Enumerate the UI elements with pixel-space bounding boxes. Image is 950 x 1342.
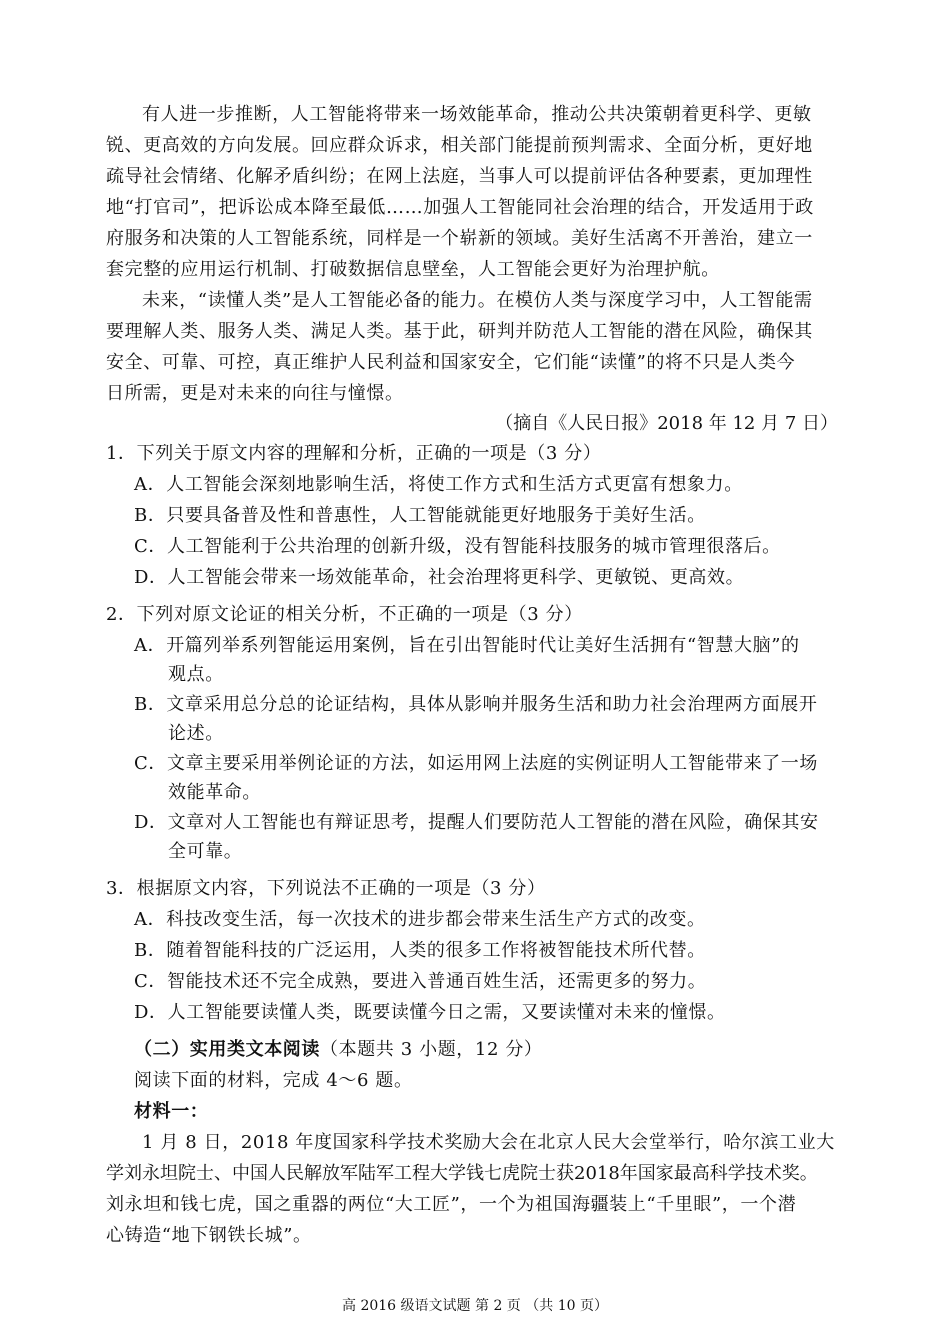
section-title-main: （二）实用类文本阅读 <box>134 1039 320 1060</box>
question-1-option-b: B．只要具备普及性和普惠性，人工智能就能更好地服务于美好生活。 <box>134 505 706 526</box>
question-1-option-a: A．人工智能会深刻地影响生活，将使工作方式和生活方式更富有想象力。 <box>134 474 743 495</box>
material-line: 刘永坦和钱七虎，国之重器的两位“大工匠”，一个为祖国海疆装上“千里眼”，一个潜 <box>106 1194 797 1215</box>
question-2-option-a: A．开篇列举系列智能运用案例，旨在引出智能时代让美好生活拥有“智慧大脑”的 <box>134 635 800 656</box>
question-1-option-c: C．人工智能利于公共治理的创新升级，没有智能科技服务的城市管理很落后。 <box>134 536 781 557</box>
question-2-option-d: D．文章对人工智能也有辩证思考，提醒人们要防范人工智能的潜在风险，确保其安 <box>134 812 819 833</box>
question-2-option-c-cont: 效能革命。 <box>168 782 261 803</box>
section-title-detail: （本题共 3 小题，12 分） <box>320 1039 543 1060</box>
material-line: 1 月 8 日，2018 年度国家科学技术奖励大会在北京人民大会堂举行，哈尔滨工业大 <box>142 1132 835 1153</box>
passage-line: 套完整的应用运行机制、打破数据信息壁垒，人工智能会更好为治理护航。 <box>106 259 720 280</box>
passage-source: （摘自《人民日报》2018 年 12 月 7 日） <box>495 413 838 434</box>
section-title <box>134 1035 874 1065</box>
question-2-option-d-cont: 全可靠。 <box>168 841 243 862</box>
passage-line: 锐、更高效的方向发展。回应群众诉求，相关部门能提前预判需求、全面分析，更好地 <box>106 135 813 156</box>
passage-line: 要理解人类、服务人类、满足人类。基于此，研判并防范人工智能的潜在风险，确保其 <box>106 321 813 342</box>
question-2-option-a-cont: 观点。 <box>168 664 224 685</box>
question-2-option-b-cont: 论述。 <box>168 723 224 744</box>
passage-line: 安全、可靠、可控，真正维护人民利益和国家安全，它们能“读懂”的将不只是人类今 <box>106 352 796 373</box>
material-label: 材料一： <box>134 1101 209 1122</box>
question-1-option-d: D．人工智能会带来一场效能革命，社会治理将更科学、更敏锐、更高效。 <box>134 567 745 588</box>
material-line: 学刘永坦院士、中国人民解放军陆军工程大学钱七虎院士获2018年国家最高科学技术奖。 <box>106 1163 818 1184</box>
question-3-option-d: D．人工智能要读懂人类，既要读懂今日之需，又要读懂对未来的憧憬。 <box>134 1002 726 1023</box>
question-2-title: 2．下列对原文论证的相关分析，不正确的一项是（3 分） <box>106 604 583 625</box>
passage-line: 有人进一步推断，人工智能将带来一场效能革命，推动公共决策朝着更科学、更敏 <box>142 104 812 125</box>
question-3-option-a: A．科技改变生活，每一次技术的进步都会带来生活生产方式的改变。 <box>134 909 706 930</box>
question-2-option-c: C．文章主要采用举例论证的方法，如运用网上法庭的实例证明人工智能带来了一场 <box>134 753 818 774</box>
page-footer: 高 2016 级语文试题 第 2 页 （共 10 页） <box>342 1298 608 1314</box>
passage-line: 疏导社会情绪、化解矛盾纠纷；在网上法庭，当事人可以提前评估各种要素，更加理性 <box>106 166 813 187</box>
question-3-option-c: C．智能技术还不完全成熟，要进入普通百姓生活，还需更多的努力。 <box>134 971 707 992</box>
passage-line: 未来，“读懂人类”是人工智能必备的能力。在模仿人类与深度学习中，人工智能需 <box>142 290 813 311</box>
section-instruction: 阅读下面的材料，完成 4～6 题。 <box>134 1070 413 1091</box>
question-1-title: 1．下列关于原文内容的理解和分析，正确的一项是（3 分） <box>106 443 602 464</box>
material-line: 心铸造“地下钢铁长城”。 <box>106 1225 312 1246</box>
passage-line: 府服务和决策的人工智能系统，同样是一个崭新的领域。美好生活离不开善治，建立一 <box>106 228 813 249</box>
passage-line: 地“打官司”，把诉讼成本降至最低……加强人工智能同社会治理的结合，开发适用于政 <box>106 197 814 218</box>
question-3-option-b: B．随着智能科技的广泛运用，人类的很多工作将被智能技术所代替。 <box>134 940 706 961</box>
passage-line: 日所需，更是对未来的向往与憧憬。 <box>106 383 404 404</box>
question-2-option-b: B．文章采用总分总的论证结构，具体从影响并服务生活和助力社会治理两方面展开 <box>134 694 818 715</box>
question-3-title: 3．根据原文内容，下列说法不正确的一项是（3 分） <box>106 878 546 899</box>
